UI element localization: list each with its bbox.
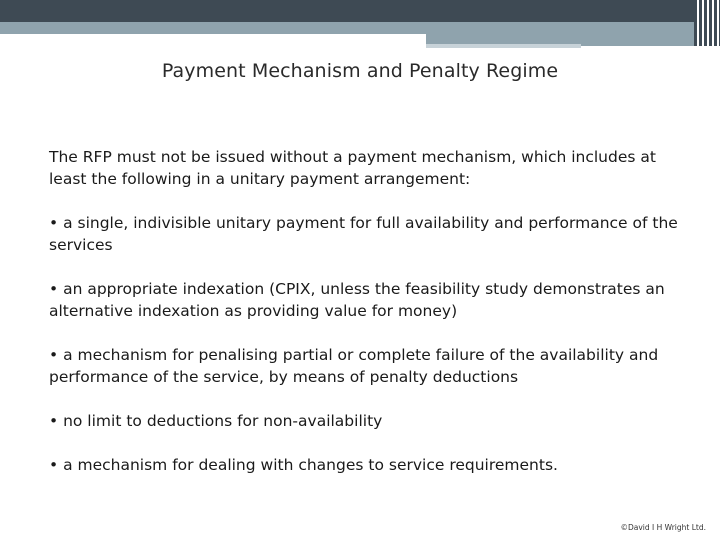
slide-body xyxy=(49,146,681,476)
intro-paragraph: The RFP must not be issued without a payment mechanism, which includes at least the following in a unitary payment arrangement: xyxy=(49,148,656,188)
bullet-item: • a mechanism for penalising partial or complete failure of the availability and performance of the service, by means of penalty deductions xyxy=(49,346,659,386)
header-tab-light-bar xyxy=(426,44,581,48)
header-stripes xyxy=(694,0,720,46)
bullet-item: • a mechanism for dealing with changes to service requirements. xyxy=(49,456,558,474)
bullet-item: • no limit to deductions for non-availability xyxy=(49,412,383,430)
copyright-footer: ©David I H Wright Ltd. xyxy=(620,523,706,532)
header-accent-bar xyxy=(0,22,720,34)
header-bar xyxy=(0,0,720,22)
slide-title: Payment Mechanism and Penalty Regime xyxy=(161,60,559,82)
bullet-item: • a single, indivisible unitary payment for full availability and performance of the services xyxy=(49,214,678,254)
bullet-item: • an appropriate indexation (CPIX, unless the feasibility study demonstrates an alternative indexation as providing value for money) xyxy=(49,280,665,320)
